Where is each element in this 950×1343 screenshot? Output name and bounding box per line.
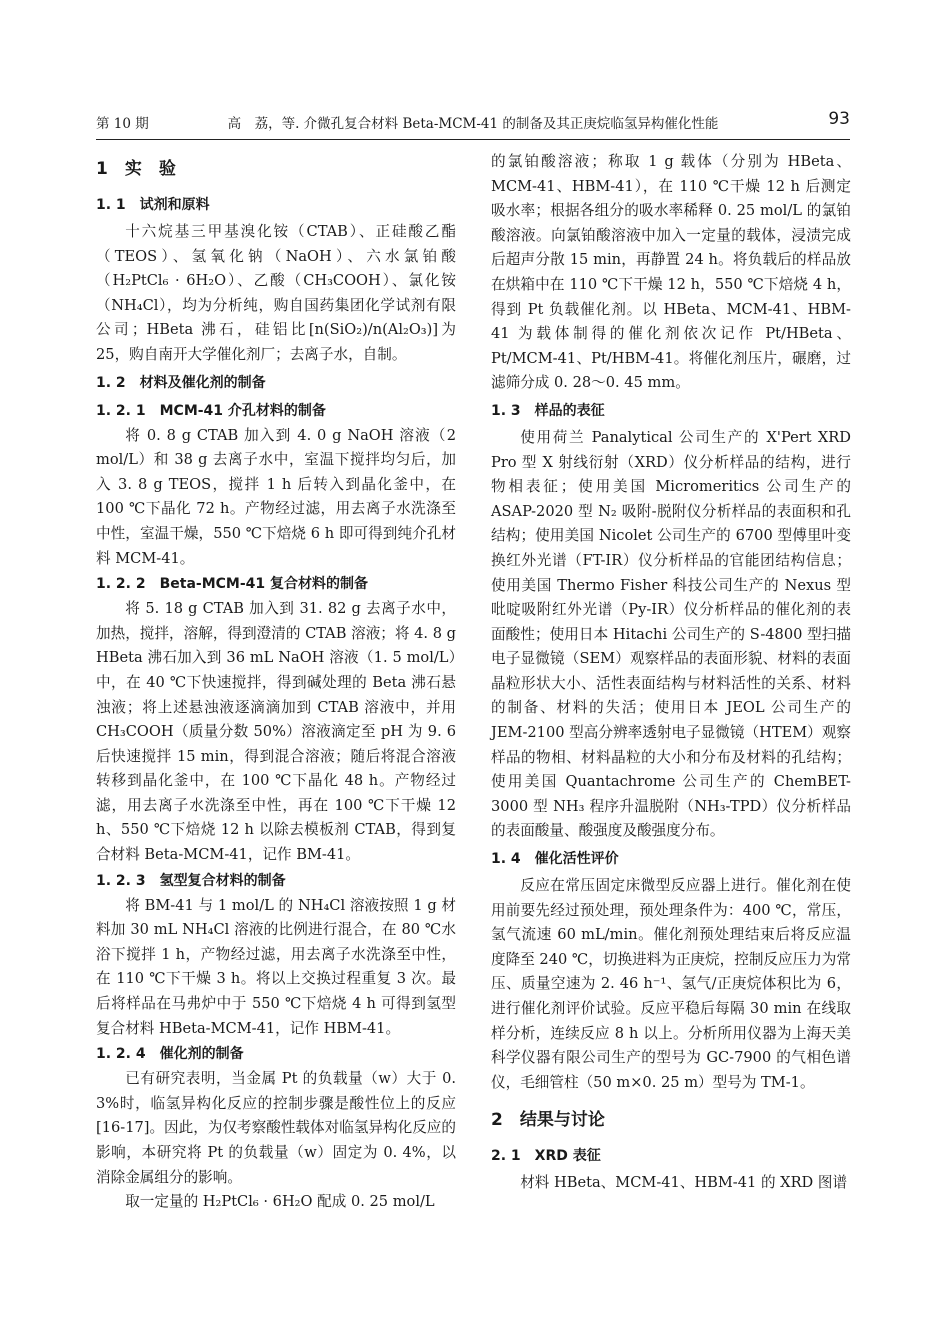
section-heading-1-2: 1. 2 材料及催化剂的制备 bbox=[96, 374, 266, 391]
running-header bbox=[96, 109, 850, 134]
section-heading-1-3: 1. 3 样品的表征 bbox=[491, 402, 605, 419]
header-rule bbox=[96, 139, 850, 140]
right-column bbox=[491, 150, 851, 1196]
section-heading-1-2-1: 1. 2. 1 MCM-41 介孔材料的制备 bbox=[96, 402, 326, 419]
paragraph-hydrogen-type: 将 BM-41 与 1 mol/L 的 NH₄Cl 溶液按照 1 g 材料加 30 mL NH₄Cl 溶液的比例进行混合，在 80 ℃水浴下搅拌 1 h，产物经过滤，用去离子水洗涤至中性，在 110 ℃下干燥 3 h。将以上交换过程重复 3 次。最后将样品在马弗炉中于 550 ℃下焙烧 4 h 可得到氢型复合材料 HBeta-MCM-41，记作 HBM-41。 bbox=[96, 896, 456, 1037]
paragraph-catalyst-continued: 的氯铂酸溶液；称取 1 g 载体（分别为 HBeta、MCM-41、HBM-41），在 110 ℃干燥 12 h 后测定吸水率；根据各组分的吸水率稀释 0. 25 mol/L 的氯铂酸溶液。向氯铂酸溶液中加入一定量的载体，浸渍完成后超声分散 15 min，再静置 24 h。将负载后的样品放在烘箱中在 110 ℃下干燥 12 h，550 ℃下焙烧 4 h，得到 Pt 负载催化剂。以 HBeta、MCM-41、HBM-41 为载体制得的催化剂依次记作 Pt/HBeta、Pt/MCM-41、Pt/HBM-41。将催化剂压片，碾磨，过滤筛分成 0. 28～0. 45 mm。 bbox=[491, 153, 851, 392]
paragraph-catalyst-a: 已有研究表明，当金属 Pt 的负载量（w）大于 0. 3%时，临氢异构化反应的控制步骤是酸性位上的反应[16-17]。因此，为仅考察酸性载体对临氢异构化反应的影响，本研究将 Pt 的负载量（w）固定为 0. 4%，以消除金属组分的影响。 bbox=[96, 1070, 456, 1186]
section-heading-2-1: 2. 1 XRD 表征 bbox=[491, 1148, 601, 1165]
paragraph-characterization: 使用荷兰 Panalytical 公司生产的 X'Pert XRD Pro 型 X 射线衍射（XRD）仪分析样品的结构，进行物相表征；使用美国 Micromeritics 公司生产的 ASAP-2020 型 N₂ 吸附-脱附仪分析样品的表面积和孔结构；使用美国 Nicolet 公司生产的 6700 型傅里叶变换红外光谱（FT-IR）仪分析样品的官能团结构信息；使用美国 Thermo Fisher 科技公司生产的 Nexus 型吡啶吸附红外光谱（Py-IR）仪分析样品的催化剂的表面酸性；使用日本 Hitachi 公司生产的 S-4800 型扫描电子显微镜（SEM）观察样品的表面形貌、材料的表面晶粒形状大小、活性表面结构与材料活性的关系、材料的制备、材料的失活；使用日本 JEOL 公司生产的 JEM-2100 型高分辨率透射电子显微镜（HTEM）观察样品的物相、材料晶粒的大小和分布及材料的孔结构；使用美国 Quantachrome 公司生产的 ChemBET-3000 型 NH₃ 程序升温脱附（NH₃-TPD）仪分析样品的表面酸量、酸强度及酸强度分布。 bbox=[491, 428, 851, 840]
section-heading-1: 1 实 验 bbox=[96, 159, 176, 179]
section-heading-1-2-2: 1. 2. 2 Beta-MCM-41 复合材料的制备 bbox=[96, 576, 369, 593]
paragraph-composite: 将 5. 18 g CTAB 加入到 31. 82 g 去离子水中，加热，搅拌，溶解，得到澄清的 CTAB 溶液；将 4. 8 g HBeta 沸石加入到 36 mL NaOH 溶液（1. 5 mol/L）中，在 40 ℃下快速搅拌，得到碱处理的 Beta 沸石悬浊液；将上述悬浊液逐滴滴加到 CTAB 溶液中，并用 CH₃COOH（质量分数 50%）溶液滴定至 pH 为 9. 6 后快速搅拌 15 min，得到混合溶液；随后将混合溶液转移到晶化釜中，在 100 ℃下晶化 48 h。产物经过滤，用去离子水洗涤至中性，再在 100 ℃下干燥 12 h、550 ℃下焙烧 12 h 以除去模板剂 CTAB，得到复合材料 Beta-MCM-41，记作 BM-41。 bbox=[96, 600, 456, 864]
page-number: 93 bbox=[828, 109, 850, 129]
section-heading-1-4: 1. 4 催化活性评价 bbox=[491, 851, 619, 868]
paragraph-mcm41: 将 0. 8 g CTAB 加入到 4. 0 g NaOH 溶液（2 mol/L）和 38 g 去离子水中，室温下搅拌均匀后，加入 3. 8 g TEOS，搅拌 1 h 后转入到晶化釜中，在 100 ℃下晶化 72 h。产物经过滤，用去离子水洗涤至中性，室温干燥，550 ℃下焙烧 6 h 即可得到纯介孔材料 MCM-41。 bbox=[96, 426, 456, 567]
paragraph-xrd: 材料 HBeta、MCM-41、HBM-41 的 XRD 图谱 bbox=[520, 1174, 848, 1192]
issue-number: 第 10 期 bbox=[96, 116, 149, 132]
section-heading-1-2-3: 1. 2. 3 氢型复合材料的制备 bbox=[96, 872, 286, 889]
left-column bbox=[96, 150, 456, 1215]
running-title: 高 荔，等. 介微孔复合材料 Beta-MCM-41 的制备及其正庚烷临氢异构催化性能 bbox=[227, 116, 719, 132]
section-heading-1-1: 1. 1 试剂和原料 bbox=[96, 197, 210, 213]
paragraph-reagents: 十六烷基三甲基溴化铵（CTAB）、正硅酸乙酯（TEOS）、氢氧化钠（NaOH）、六水氯铂酸（H₂PtCl₆ · 6H₂O）、乙酸（CH₃COOH）、氯化铵（NH₄Cl），均为分析纯，购自国药集团化学试剂有限公司；HBeta 沸石，硅铝比[n(SiO₂)/n(Al₂O₃)]为 25，购自南开大学催化剂厂；去离子水，自制。 bbox=[96, 223, 456, 363]
section-heading-2: 2 结果与讨论 bbox=[491, 1110, 605, 1131]
section-heading-1-2-4: 1. 2. 4 催化剂的制备 bbox=[96, 1046, 244, 1063]
paragraph-activity: 反应在常压固定床微型反应器上进行。催化剂在使用前要先经过预处理，预处理条件为：400 ℃，常压，氢气流速 60 mL/min。催化剂预处理结束后将反应温度降至 240 ℃，切换进料为正庚烷，控制反应压力为常压、质量空速为 2. 46 h⁻¹、氢气/正庚烷体积比为 6，进行催化剂评价试验。反应平稳后每隔 30 min 在线取样分析，连续反应 8 h 以上。分析所用仪器为上海天美科学仪器有限公司生产的型号为 GC-7900 的气相色谱仪，毛细管柱（50 m×0. 25 m）型号为 TM-1。 bbox=[491, 877, 851, 1091]
paragraph-catalyst-b: 取一定量的 H₂PtCl₆ · 6H₂O 配成 0. 25 mol/L bbox=[125, 1193, 435, 1211]
